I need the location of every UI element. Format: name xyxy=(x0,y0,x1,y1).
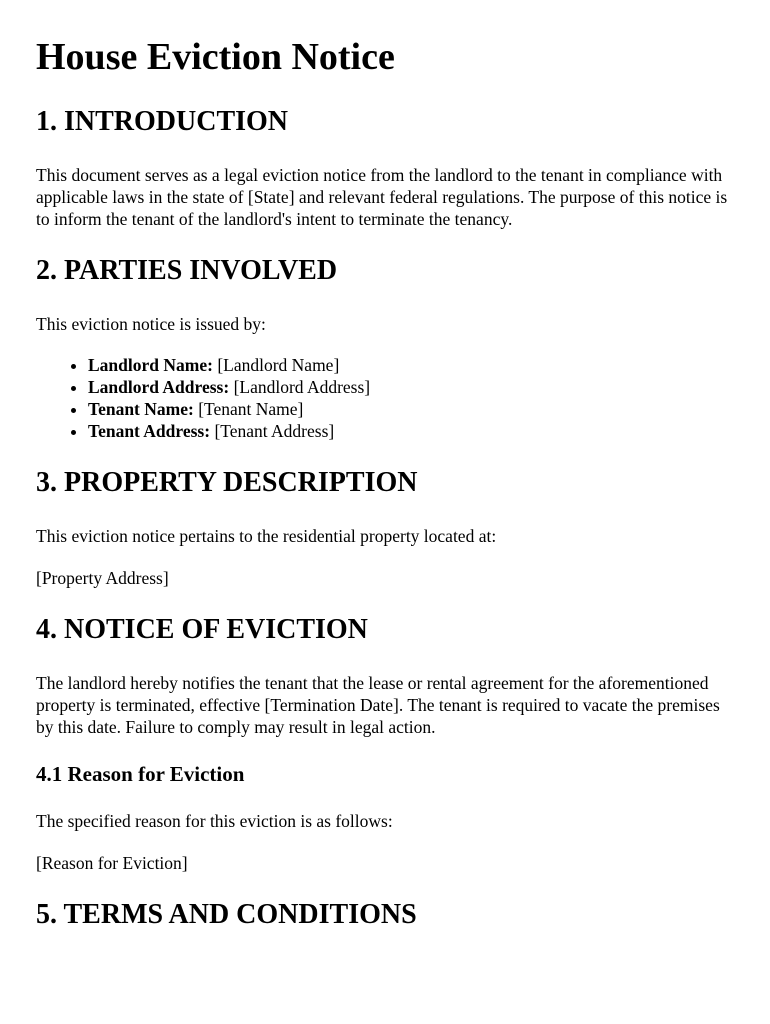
party-value: [Tenant Address] xyxy=(210,421,335,441)
section-parties-heading: 2. PARTIES INVOLVED xyxy=(36,255,338,286)
party-value: [Tenant Name] xyxy=(193,399,304,419)
document-title: House Eviction Notice xyxy=(36,36,395,78)
section-notice-body: The landlord hereby notifies the tenant that the lease or rental agreement for the aforementioned property is terminated, effective [Termination Date]. The tenant is required to vacate the premises by this date. Failure to comply may result in legal action. xyxy=(36,673,720,737)
party-value: [Landlord Address] xyxy=(229,377,371,397)
section-parties-intro: This eviction notice is issued by: xyxy=(36,314,266,334)
party-label: Tenant Address: xyxy=(88,421,211,441)
section-introduction-body: This document serves as a legal eviction notice from the landlord to the tenant in compliance with applicable laws in the state of [State] and relevant federal regulations. The purpose of this notice is to inform the tenant of the landlord's intent to terminate the tenancy. xyxy=(36,165,728,229)
list-item xyxy=(88,376,734,398)
section-terms-heading: 5. TERMS AND CONDITIONS xyxy=(36,899,417,930)
property-address: [Property Address] xyxy=(36,568,169,588)
section-property-intro: This eviction notice pertains to the residential property located at: xyxy=(36,526,497,546)
list-item xyxy=(88,354,734,376)
section-property-heading: 3. PROPERTY DESCRIPTION xyxy=(36,467,418,498)
party-label: Landlord Name: xyxy=(88,355,213,375)
party-value: [Landlord Name] xyxy=(212,355,340,375)
section-introduction-heading: 1. INTRODUCTION xyxy=(36,106,289,137)
section-reason-intro: The specified reason for this eviction is as follows: xyxy=(36,811,393,831)
list-item xyxy=(88,420,734,442)
section-notice-heading: 4. NOTICE OF EVICTION xyxy=(36,614,368,645)
parties-list xyxy=(36,354,734,442)
section-reason-heading: 4.1 Reason for Eviction xyxy=(36,762,245,786)
party-label: Tenant Name: xyxy=(88,399,194,419)
eviction-reason: [Reason for Eviction] xyxy=(36,853,188,873)
party-label: Landlord Address: xyxy=(88,377,230,397)
list-item xyxy=(88,398,734,420)
